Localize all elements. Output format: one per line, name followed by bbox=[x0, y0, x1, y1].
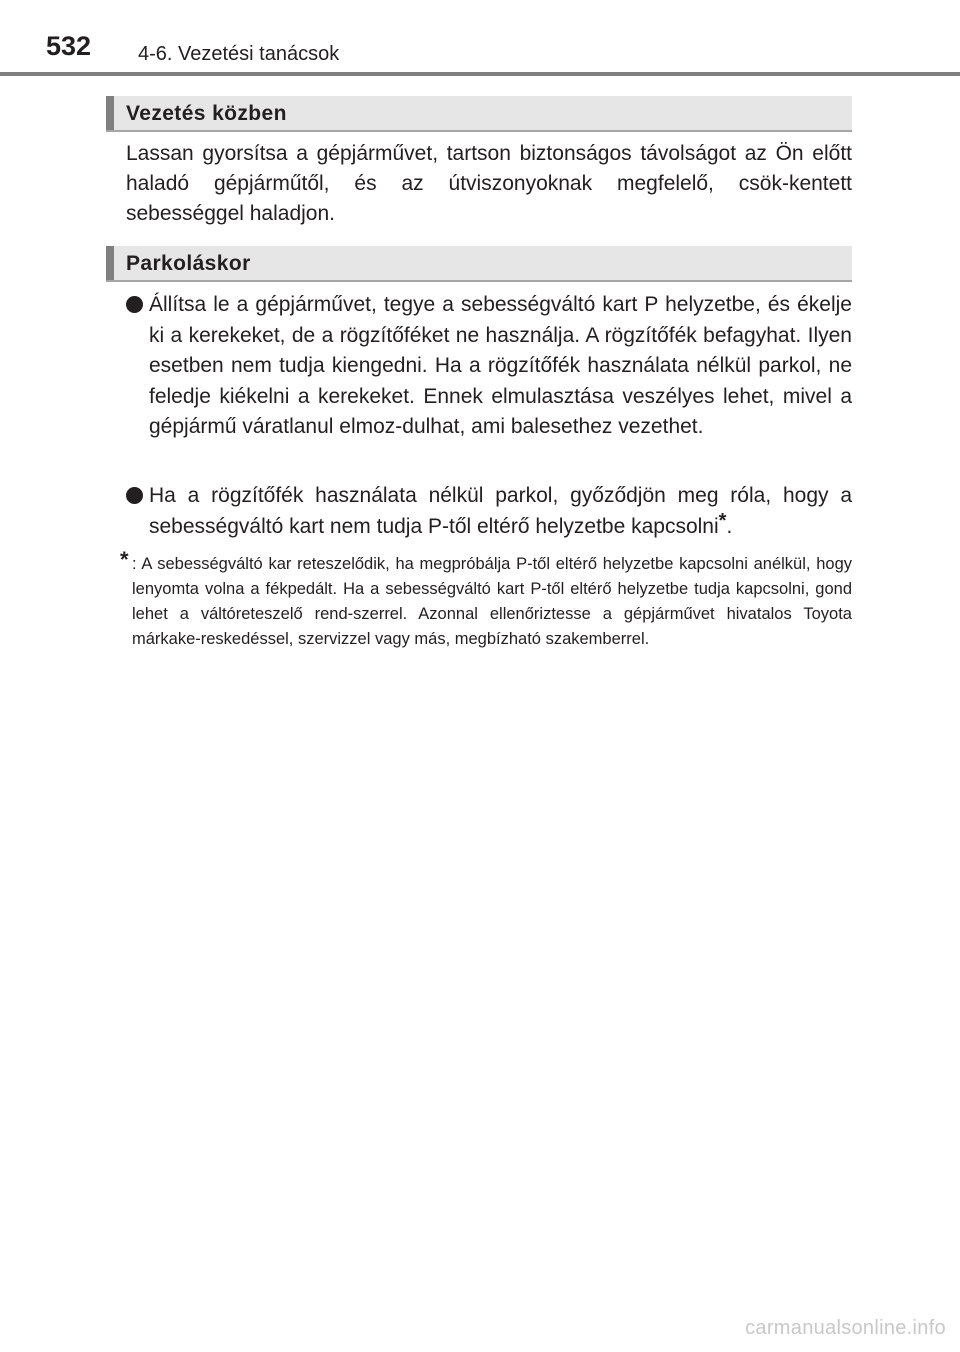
footnote-mark: * bbox=[120, 547, 129, 572]
section-heading-parking bbox=[106, 246, 852, 282]
bullet-icon bbox=[126, 487, 143, 504]
bullet-icon bbox=[126, 296, 143, 313]
footnote-text: : A sebességváltó kar reteszelődik, ha megpróbálja P-től eltérő helyzetbe kapcsolni anélkül, hogy lenyomta volna a fékpedált. Ha a sebességváltó kart P-től eltérő helyzetbe tudja kapcsolni, gond lehet a váltóreteszelő rend-szerrel. Azonnal ellenőriztesse a gépjárművet hivatalos Toyota márkake-reskedéssel, szervizzel vagy más, megbízható szakemberrel. bbox=[132, 555, 852, 648]
header-rule bbox=[0, 72, 960, 76]
chapter-title: 4-6. Vezetési tanácsok bbox=[138, 43, 340, 65]
page-header bbox=[0, 0, 960, 78]
footnote-reference: * bbox=[718, 509, 727, 532]
watermark: carmanualsonline.info bbox=[745, 1317, 946, 1339]
section-heading-label: Vezetés közben bbox=[126, 102, 287, 125]
driving-paragraph: Lassan gyorsítsa a gépjárművet, tartson biztonságos távolságot az Ön előtt haladó gépjárműtől, és az útviszonyoknak megfelelő, csök-kentett sebességgel haladjon. bbox=[126, 142, 852, 225]
section-heading-driving bbox=[106, 96, 852, 132]
list-item-text: Állítsa le a gépjárművet, tegye a sebességváltó kart P helyzetbe, és ékelje ki a kerekeket, de a rögzítőféket ne használja. A rögzítőfék befagyhat. Ilyen esetben nem tudja kiengedni. Ha a rögzítőfék használata nélkül parkol, ne feledje kiékelni a kerekeket. Ennek elmulasztása veszélyes lehet, mivel a gépjármű váratlanul elmoz-dulhat, ami balesethez vezethet. bbox=[149, 293, 852, 438]
list-item-text-body: Ha a rögzítőfék használata nélkül parkol, győződjön meg róla, hogy a sebességváltó kart nem tudja P-től eltérő helyzetbe kapcsolni bbox=[149, 484, 852, 538]
section-heading-bar bbox=[106, 246, 114, 280]
list-item-text-end: . bbox=[726, 514, 733, 538]
section-heading-label: Parkoláskor bbox=[126, 252, 251, 275]
list-item-text bbox=[149, 481, 852, 542]
section-heading-bar bbox=[106, 96, 114, 130]
page-number: 532 bbox=[46, 31, 92, 61]
